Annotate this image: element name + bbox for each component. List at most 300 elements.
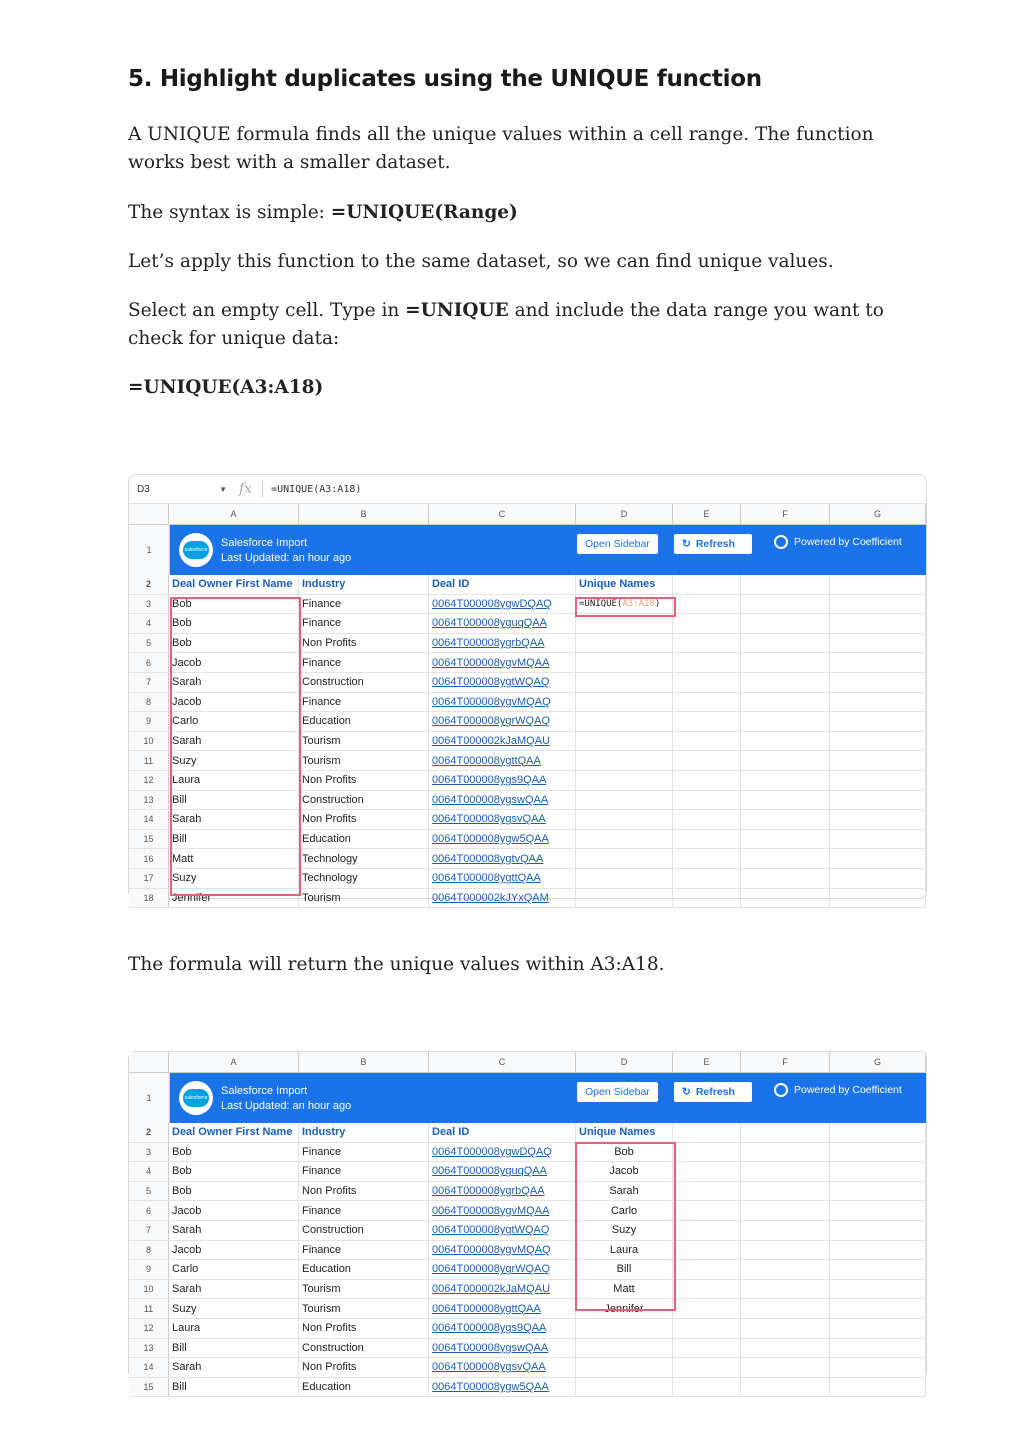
row-number[interactable]: 4 xyxy=(129,614,169,633)
cell-industry[interactable]: Construction xyxy=(299,673,429,692)
cell-deal-id-link[interactable]: 0064T000008ygs9QAA xyxy=(429,771,576,790)
table-row xyxy=(129,810,926,830)
table-row xyxy=(129,693,926,713)
cell[interactable] xyxy=(741,771,830,790)
refresh-label: Refresh xyxy=(695,538,735,550)
column-header-c[interactable]: C xyxy=(429,1052,576,1072)
row-number[interactable]: 3 xyxy=(129,1143,169,1162)
cell-unique-result[interactable] xyxy=(576,1378,673,1397)
cell[interactable] xyxy=(830,1280,926,1299)
row-number[interactable]: 7 xyxy=(129,673,169,692)
cell-industry[interactable]: Non Profits xyxy=(299,1182,429,1201)
cell-unique-result[interactable]: Jennifer xyxy=(576,1299,673,1318)
cell[interactable] xyxy=(830,1260,926,1279)
cell[interactable] xyxy=(741,1280,830,1299)
corner-cell[interactable] xyxy=(129,504,169,524)
cell[interactable] xyxy=(830,1378,926,1397)
cell-unique-result[interactable] xyxy=(576,1339,673,1358)
name-box[interactable] xyxy=(129,484,227,495)
cell-industry[interactable]: Education xyxy=(299,1260,429,1279)
row-number[interactable]: 7 xyxy=(129,1221,169,1240)
cell[interactable] xyxy=(830,732,926,751)
table-row xyxy=(129,1299,926,1319)
cell-unique-result[interactable] xyxy=(576,1319,673,1338)
cell-unique-result[interactable]: Jacob xyxy=(576,1162,673,1181)
cell[interactable] xyxy=(830,1221,926,1240)
cell-deal-owner[interactable]: Sarah xyxy=(169,732,299,751)
cell[interactable] xyxy=(741,1339,830,1358)
salesforce-logo xyxy=(179,533,213,567)
row-number[interactable]: 1 xyxy=(129,1073,170,1123)
row-number[interactable]: 15 xyxy=(129,1378,169,1397)
cell-deal-id-link[interactable]: 0064T000008ygrbQAA xyxy=(429,634,576,653)
cell[interactable] xyxy=(830,889,926,908)
cell-deal-owner[interactable]: Bob xyxy=(169,1143,299,1162)
open-sidebar-button[interactable]: Open Sidebar xyxy=(577,534,658,554)
cell[interactable] xyxy=(741,1162,830,1181)
cell[interactable] xyxy=(830,1319,926,1338)
cell[interactable] xyxy=(830,595,926,614)
column-header-f[interactable]: F xyxy=(741,504,830,524)
cell-industry[interactable]: Finance xyxy=(299,693,429,712)
cell-industry[interactable]: Finance xyxy=(299,1201,429,1220)
cell-deal-id-link[interactable]: 0064T000008ygsvQAA xyxy=(429,1358,576,1377)
cell[interactable] xyxy=(741,1358,830,1377)
cell-industry[interactable]: Finance xyxy=(299,1162,429,1181)
cell-deal-id-link[interactable]: 0064T000002kJaMQAU xyxy=(429,1280,576,1299)
cell-deal-id-link[interactable]: 0064T000008ygwDQAQ xyxy=(429,1143,576,1162)
cell[interactable] xyxy=(830,575,926,594)
cell-deal-owner[interactable]: Sarah xyxy=(169,673,299,692)
cell[interactable] xyxy=(673,693,741,712)
cell[interactable] xyxy=(830,614,926,633)
header-unique-names[interactable]: Unique Names xyxy=(576,575,673,594)
cell[interactable] xyxy=(673,889,741,908)
cell[interactable] xyxy=(673,1280,741,1299)
cell[interactable] xyxy=(673,771,741,790)
row-number[interactable]: 2 xyxy=(129,575,169,594)
row-number[interactable]: 9 xyxy=(129,1260,169,1279)
cell[interactable] xyxy=(673,869,741,888)
cell[interactable] xyxy=(673,732,741,751)
cell[interactable] xyxy=(830,1358,926,1377)
cell[interactable] xyxy=(830,1162,926,1181)
cell-deal-id-link[interactable]: 0064T000008ygswQAA xyxy=(429,791,576,810)
cell-industry[interactable]: Tourism xyxy=(299,889,429,908)
cell-industry[interactable]: Tourism xyxy=(299,732,429,751)
cell-unique-names[interactable] xyxy=(576,732,673,751)
row-number[interactable]: 5 xyxy=(129,634,169,653)
cell[interactable] xyxy=(741,1378,830,1397)
cell-unique-names[interactable] xyxy=(576,693,673,712)
cell[interactable] xyxy=(673,1123,741,1142)
cell-deal-id-link[interactable]: 0064T000008ygvMQAA xyxy=(429,653,576,672)
cell-deal-id-link[interactable]: 0064T000008ygs9QAA xyxy=(429,1319,576,1338)
cell-unique-names[interactable] xyxy=(576,614,673,633)
cell[interactable] xyxy=(741,673,830,692)
salesforce-cloud-icon: salesforce xyxy=(183,1089,209,1107)
row-number[interactable]: 17 xyxy=(129,869,169,888)
last-updated: Last Updated: an hour ago xyxy=(221,1100,352,1112)
cell-deal-id-link[interactable]: 0064T000008ygrWQAQ xyxy=(429,1260,576,1279)
cell-unique-names[interactable] xyxy=(576,791,673,810)
table-row xyxy=(129,1319,926,1339)
table-row xyxy=(129,751,926,771)
cell[interactable] xyxy=(830,673,926,692)
row-number[interactable]: 10 xyxy=(129,732,169,751)
cell-unique-names[interactable] xyxy=(576,653,673,672)
cell[interactable] xyxy=(673,810,741,829)
row-number[interactable]: 12 xyxy=(129,771,169,790)
cell-deal-owner[interactable]: Suzy xyxy=(169,1299,299,1318)
cell-unique-names[interactable] xyxy=(576,751,673,770)
row-number[interactable]: 13 xyxy=(129,1339,169,1358)
powered-by[interactable] xyxy=(774,535,902,549)
banner-title xyxy=(221,1084,351,1114)
cell[interactable] xyxy=(741,889,830,908)
cell[interactable] xyxy=(741,732,830,751)
cell[interactable] xyxy=(741,830,830,849)
cell-deal-owner[interactable]: Sarah xyxy=(169,1280,299,1299)
cell-deal-owner[interactable]: Carlo xyxy=(169,712,299,731)
cell[interactable] xyxy=(741,712,830,731)
column-header-b[interactable]: B xyxy=(299,504,429,524)
cell[interactable] xyxy=(673,849,741,868)
cell[interactable] xyxy=(830,810,926,829)
table-body xyxy=(129,1143,926,1398)
column-header-c[interactable]: C xyxy=(429,504,576,524)
table-row xyxy=(129,1339,926,1359)
cell-unique-result[interactable]: Bill xyxy=(576,1260,673,1279)
cell-deal-owner[interactable]: Suzy xyxy=(169,751,299,770)
cell-unique-result[interactable]: Sarah xyxy=(576,1182,673,1201)
cell[interactable] xyxy=(741,1221,830,1240)
row-number[interactable]: 11 xyxy=(129,1299,169,1318)
cell-industry[interactable]: Technology xyxy=(299,869,429,888)
row-number[interactable]: 14 xyxy=(129,810,169,829)
cell-industry[interactable]: Non Profits xyxy=(299,771,429,790)
cell[interactable] xyxy=(830,1299,926,1318)
header-deal-owner[interactable]: Deal Owner First Name xyxy=(169,1123,299,1142)
cell[interactable] xyxy=(830,1123,926,1142)
cell-deal-id-link[interactable]: 0064T000008ygtvQAA xyxy=(429,849,576,868)
cell-industry[interactable]: Finance xyxy=(299,1143,429,1162)
cell-deal-owner[interactable]: Laura xyxy=(169,771,299,790)
formula-input[interactable]: =UNIQUE(A3:A18) xyxy=(271,483,362,495)
column-headers xyxy=(129,504,926,525)
cell[interactable] xyxy=(673,634,741,653)
cell[interactable] xyxy=(673,1319,741,1338)
row-number[interactable]: 6 xyxy=(129,653,169,672)
cell[interactable] xyxy=(673,1339,741,1358)
cell-industry[interactable]: Finance xyxy=(299,1241,429,1260)
cell[interactable] xyxy=(673,595,741,614)
cell-industry[interactable]: Tourism xyxy=(299,1280,429,1299)
table-row xyxy=(129,1221,926,1241)
cell[interactable] xyxy=(741,595,830,614)
row-number[interactable]: 16 xyxy=(129,849,169,868)
cell-unique-names[interactable] xyxy=(576,673,673,692)
cell-industry[interactable]: Finance xyxy=(299,595,429,614)
cell-deal-owner[interactable]: Sarah xyxy=(169,1221,299,1240)
cell[interactable] xyxy=(673,1378,741,1397)
cell[interactable] xyxy=(741,1319,830,1338)
cell[interactable] xyxy=(830,849,926,868)
column-header-d[interactable]: D xyxy=(576,1052,673,1072)
name-box-value: D3 xyxy=(137,483,150,495)
cell[interactable] xyxy=(673,1162,741,1181)
coefficient-icon xyxy=(774,535,788,549)
cell-deal-owner[interactable]: Bill xyxy=(169,791,299,810)
refresh-icon: ↻ xyxy=(682,538,691,550)
cell[interactable] xyxy=(741,1182,830,1201)
cell-industry[interactable]: Tourism xyxy=(299,1299,429,1318)
cell[interactable] xyxy=(830,771,926,790)
column-headers xyxy=(129,1052,926,1073)
cell[interactable] xyxy=(673,614,741,633)
cell[interactable] xyxy=(673,1299,741,1318)
cell[interactable] xyxy=(830,712,926,731)
column-header-d[interactable]: D xyxy=(576,504,673,524)
column-header-g[interactable]: G xyxy=(830,504,926,524)
header-industry[interactable]: Industry xyxy=(299,575,429,594)
row-number[interactable]: 11 xyxy=(129,751,169,770)
cell[interactable] xyxy=(741,1143,830,1162)
cell[interactable] xyxy=(673,751,741,770)
cell[interactable] xyxy=(830,830,926,849)
cell-deal-id-link[interactable]: 0064T000008ygttQAA xyxy=(429,869,576,888)
cell[interactable] xyxy=(673,1201,741,1220)
row-number[interactable]: 3 xyxy=(129,595,169,614)
cell-deal-id-link[interactable]: 0064T000008ygw5QAA xyxy=(429,830,576,849)
cell-deal-owner[interactable]: Bill xyxy=(169,830,299,849)
cell-deal-owner[interactable]: Bill xyxy=(169,1378,299,1397)
cell[interactable] xyxy=(741,1123,830,1142)
row-number[interactable]: 1 xyxy=(129,525,170,575)
cell[interactable] xyxy=(741,791,830,810)
header-deal-id[interactable]: Deal ID xyxy=(429,575,576,594)
cell[interactable] xyxy=(830,653,926,672)
cell-unique-result[interactable]: Bob xyxy=(576,1143,673,1162)
cell-deal-id-link[interactable]: 0064T000002kJYxQAM xyxy=(429,889,576,908)
cell[interactable] xyxy=(830,869,926,888)
cell[interactable] xyxy=(830,751,926,770)
cell[interactable] xyxy=(741,869,830,888)
cell-unique-names[interactable] xyxy=(576,771,673,790)
row-number[interactable]: 5 xyxy=(129,1182,169,1201)
cell-deal-id-link[interactable]: 0064T000008ygvMQAQ xyxy=(429,693,576,712)
open-sidebar-button[interactable]: Open Sidebar xyxy=(577,1082,658,1102)
cell-deal-id-link[interactable]: 0064T000008ygttQAA xyxy=(429,1299,576,1318)
row-number[interactable]: 6 xyxy=(129,1201,169,1220)
cell-industry[interactable]: Non Profits xyxy=(299,810,429,829)
cell[interactable] xyxy=(673,1358,741,1377)
column-header-b[interactable]: B xyxy=(299,1052,429,1072)
cell[interactable] xyxy=(830,1143,926,1162)
cell-deal-owner[interactable]: Jacob xyxy=(169,693,299,712)
header-industry[interactable]: Industry xyxy=(299,1123,429,1142)
cell[interactable] xyxy=(830,1201,926,1220)
cell-unique-names[interactable] xyxy=(576,810,673,829)
cell[interactable] xyxy=(830,634,926,653)
cell-unique-names[interactable] xyxy=(576,849,673,868)
header-unique-names[interactable]: Unique Names xyxy=(576,1123,673,1142)
cell-deal-id-link[interactable]: 0064T000008ygrWQAQ xyxy=(429,712,576,731)
cell-deal-id-link[interactable]: 0064T000008ygvMQAQ xyxy=(429,1241,576,1260)
row-number[interactable]: 4 xyxy=(129,1162,169,1181)
row-number[interactable]: 8 xyxy=(129,693,169,712)
cell[interactable] xyxy=(741,693,830,712)
cell-deal-owner[interactable]: Bob xyxy=(169,595,299,614)
cell[interactable] xyxy=(741,634,830,653)
cell-industry[interactable]: Finance xyxy=(299,614,429,633)
cell[interactable] xyxy=(673,712,741,731)
cell[interactable] xyxy=(741,810,830,829)
cell[interactable] xyxy=(673,653,741,672)
corner-cell[interactable] xyxy=(129,1052,169,1072)
cell[interactable] xyxy=(830,1182,926,1201)
cell[interactable] xyxy=(830,1241,926,1260)
cell-industry[interactable]: Construction xyxy=(299,1221,429,1240)
cell[interactable] xyxy=(673,1221,741,1240)
header-deal-id[interactable]: Deal ID xyxy=(429,1123,576,1142)
cell-industry[interactable]: Finance xyxy=(299,653,429,672)
cell-unique-result[interactable]: Matt xyxy=(576,1280,673,1299)
cell-deal-owner[interactable]: Bob xyxy=(169,1182,299,1201)
cell-deal-id-link[interactable]: 0064T000008ygw5QAA xyxy=(429,1378,576,1397)
cell-deal-id-link[interactable]: 0064T000008ygvMQAA xyxy=(429,1201,576,1220)
row-number[interactable]: 14 xyxy=(129,1358,169,1377)
cell[interactable] xyxy=(741,1201,830,1220)
cell[interactable] xyxy=(673,575,741,594)
cell[interactable] xyxy=(673,1241,741,1260)
cell-deal-owner[interactable]: Laura xyxy=(169,1319,299,1338)
coefficient-icon xyxy=(774,1083,788,1097)
cell-deal-id-link[interactable]: 0064T000008ygwDQAQ xyxy=(429,595,576,614)
cell-unique-names[interactable] xyxy=(576,830,673,849)
cell-deal-id-link[interactable]: 0064T000002kJaMQAU xyxy=(429,732,576,751)
import-title: Salesforce Import xyxy=(221,537,308,549)
row-number[interactable]: 12 xyxy=(129,1319,169,1338)
cell[interactable] xyxy=(830,693,926,712)
cell[interactable] xyxy=(673,830,741,849)
cell-deal-owner[interactable]: Bob xyxy=(169,634,299,653)
cell-deal-owner[interactable]: Matt xyxy=(169,849,299,868)
cell-industry[interactable]: Technology xyxy=(299,849,429,868)
cell-deal-owner[interactable]: Bob xyxy=(169,1162,299,1181)
cell-unique-names[interactable] xyxy=(576,712,673,731)
cell-deal-owner[interactable]: Jacob xyxy=(169,1241,299,1260)
cell-industry[interactable]: Construction xyxy=(299,1339,429,1358)
column-header-g[interactable]: G xyxy=(830,1052,926,1072)
cell-industry[interactable]: Education xyxy=(299,712,429,731)
row-number[interactable]: 18 xyxy=(129,889,169,908)
cell-deal-id-link[interactable]: 0064T000008ygsvQAA xyxy=(429,810,576,829)
cell-industry[interactable]: Education xyxy=(299,830,429,849)
column-header-e[interactable]: E xyxy=(673,504,741,524)
refresh-button[interactable] xyxy=(674,534,752,554)
cell-deal-id-link[interactable]: 0064T000008ygtWQAQ xyxy=(429,673,576,692)
cell[interactable] xyxy=(741,1241,830,1260)
cell-unique-result[interactable]: Suzy xyxy=(576,1221,673,1240)
column-header-a[interactable]: A xyxy=(169,1052,299,1072)
cell-industry[interactable]: Non Profits xyxy=(299,1319,429,1338)
cell-deal-id-link[interactable]: 0064T000008yguqQAA xyxy=(429,1162,576,1181)
cell-unique-result[interactable]: Carlo xyxy=(576,1201,673,1220)
cell-deal-owner[interactable]: Bill xyxy=(169,1339,299,1358)
spreadsheet-before xyxy=(128,474,927,904)
table-row xyxy=(129,1358,926,1378)
cell-industry[interactable]: Non Profits xyxy=(299,634,429,653)
row-number[interactable]: 2 xyxy=(129,1123,169,1142)
cell-industry[interactable]: Education xyxy=(299,1378,429,1397)
column-header-f[interactable]: F xyxy=(741,1052,830,1072)
cell[interactable] xyxy=(741,614,830,633)
cell[interactable] xyxy=(741,653,830,672)
cell[interactable] xyxy=(830,1339,926,1358)
cell-deal-id-link[interactable]: 0064T000008ygtWQAQ xyxy=(429,1221,576,1240)
table-row xyxy=(129,1241,926,1261)
refresh-button[interactable] xyxy=(674,1082,752,1102)
cell[interactable] xyxy=(741,849,830,868)
formula-cell[interactable] xyxy=(576,595,673,614)
cell[interactable] xyxy=(741,575,830,594)
cell[interactable] xyxy=(673,1182,741,1201)
cell[interactable] xyxy=(673,1143,741,1162)
cell-deal-owner[interactable]: Sarah xyxy=(169,1358,299,1377)
cell[interactable] xyxy=(741,1299,830,1318)
cell-deal-owner[interactable]: Carlo xyxy=(169,1260,299,1279)
cell-deal-owner[interactable]: Jacob xyxy=(169,1201,299,1220)
cell-industry[interactable]: Construction xyxy=(299,791,429,810)
powered-by-label: Powered by Coefficient xyxy=(794,1084,902,1096)
header-deal-owner[interactable]: Deal Owner First Name xyxy=(169,575,299,594)
cell-unique-names[interactable] xyxy=(576,889,673,908)
powered-by[interactable] xyxy=(774,1083,902,1097)
cell-deal-id-link[interactable]: 0064T000008ygttQAA xyxy=(429,751,576,770)
cell[interactable] xyxy=(741,1260,830,1279)
column-header-e[interactable]: E xyxy=(673,1052,741,1072)
cell-deal-owner[interactable]: Bob xyxy=(169,614,299,633)
cell[interactable] xyxy=(741,751,830,770)
cell-deal-id-link[interactable]: 0064T000008ygrbQAA xyxy=(429,1182,576,1201)
cell-industry[interactable]: Tourism xyxy=(299,751,429,770)
cell-deal-id-link[interactable]: 0064T000008yguqQAA xyxy=(429,614,576,633)
cell-unique-names[interactable] xyxy=(576,869,673,888)
cell-unique-result[interactable] xyxy=(576,1358,673,1377)
cell-deal-id-link[interactable]: 0064T000008ygswQAA xyxy=(429,1339,576,1358)
row-number[interactable]: 15 xyxy=(129,830,169,849)
cell[interactable] xyxy=(673,673,741,692)
cell[interactable] xyxy=(830,791,926,810)
cell-deal-owner[interactable]: Jennifer xyxy=(169,889,299,908)
cell-deal-owner[interactable]: Jacob xyxy=(169,653,299,672)
cell-unique-names[interactable] xyxy=(576,634,673,653)
example-formula-text: =UNIQUE(A3:A18) xyxy=(128,377,324,398)
cell[interactable] xyxy=(673,791,741,810)
cell[interactable] xyxy=(673,1260,741,1279)
row-number[interactable]: 13 xyxy=(129,791,169,810)
cell-deal-owner[interactable]: Sarah xyxy=(169,810,299,829)
cell-deal-owner[interactable]: Suzy xyxy=(169,869,299,888)
row-number[interactable]: 8 xyxy=(129,1241,169,1260)
column-header-a[interactable]: A xyxy=(169,504,299,524)
table-row xyxy=(129,1378,926,1398)
row-number[interactable]: 9 xyxy=(129,712,169,731)
cell-industry[interactable]: Non Profits xyxy=(299,1358,429,1377)
row-number[interactable]: 10 xyxy=(129,1280,169,1299)
cell-unique-result[interactable]: Laura xyxy=(576,1241,673,1260)
